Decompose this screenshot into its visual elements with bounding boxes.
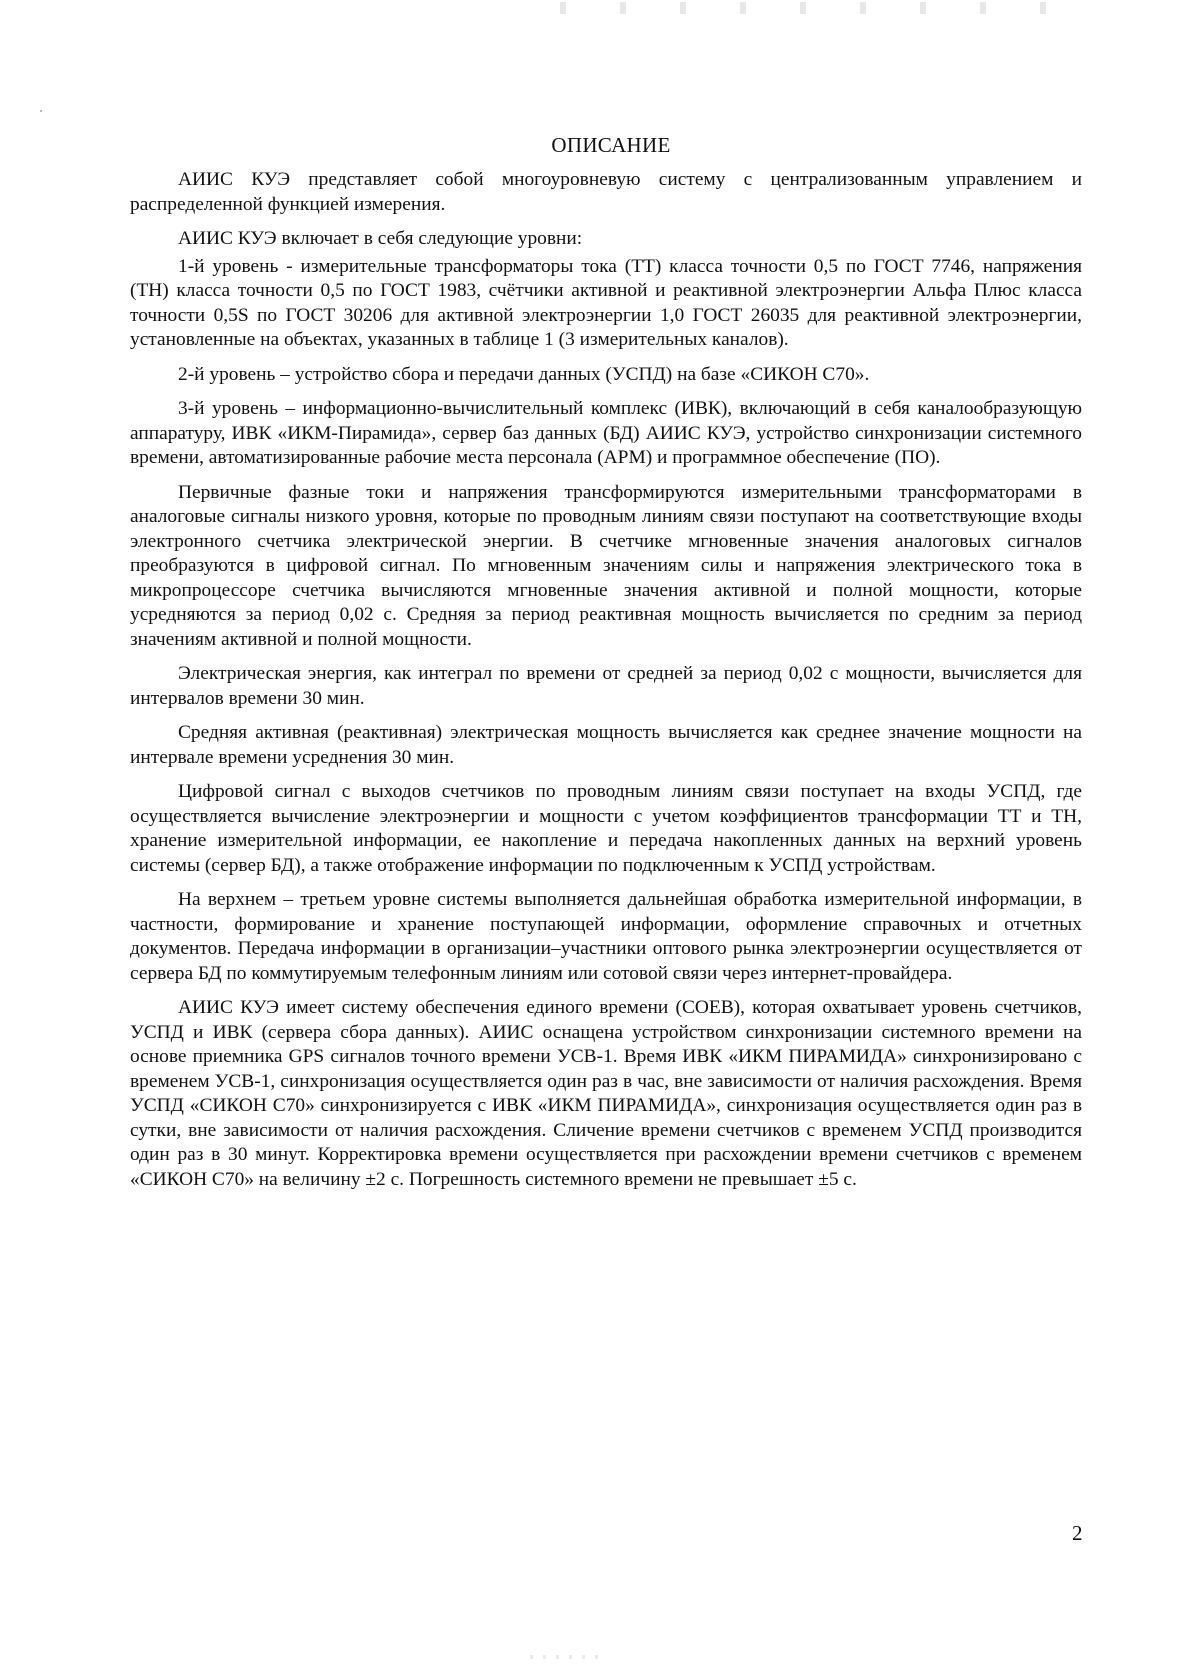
page-number: 2 xyxy=(1072,1521,1083,1545)
scan-artifact-dot xyxy=(40,110,42,112)
document-title: ОПИСАНИЕ xyxy=(551,133,671,157)
paragraph-level-1: 1-й уровень - измерительные трансформаторы тока (ТТ) класса точности 0,5 по ГОСТ 7746, напряжения (ТН) класса точности 0,5 по ГОСТ 1983, счётчики активной и реактивной электроэнергии Альфа Плюс класса точности 0,5S по ГОСТ 30206 для активной электроэнергии 1,0 ГОСТ 26035 для реактивной электроэнергии, установленные на объектах, указанных в таблице 1 (3 измерительных каналов). xyxy=(130,255,1082,350)
paragraph-level-2: 2-й уровень – устройство сбора и передачи данных (УСПД) на базе «СИКОН С70». xyxy=(178,363,870,385)
paragraph-level-3: 3-й уровень – информационно-вычислительный комплекс (ИВК), включающий в себя каналообразующую аппаратуру, ИВК «ИКМ-Пирамида», сервер баз данных (БД) АИИС КУЭ, устройство синхронизации системного времени, автоматизированные рабочие места персонала (АРМ) и программное обеспечение (ПО). xyxy=(130,398,1082,468)
paragraph-energy-calculation: Электрическая энергия, как интеграл по времени от средней за период 0,02 с мощности, вычисляется для интервалов времени 30 мин. xyxy=(130,663,1082,709)
paragraph-digital-signal: Цифровой сигнал с выходов счетчиков по проводным линиям связи поступает на входы УСПД, где осуществляется вычисление электроэнергии и мощности с учетом коэффициентов трансформации ТТ и ТН, хранение измерительной информации, ее накопление и передача накопленных данных на верхний уровень системы (сервер БД), а также отображение информации по подключенным к УСПД устройствам. xyxy=(130,781,1082,876)
paragraph-upper-level: На верхнем – третьем уровне системы выполняется дальнейшая обработка измерительной информации, в частности, формирование и хранение поступающей информации, оформление справочных и отчетных документов. Передача информации в организации–участники оптового рынка электроэнергии осуществляется от сервера БД по коммутируемым телефонным линиям или сотовой связи через интернет-провайдера. xyxy=(130,889,1082,984)
scan-artifact-top xyxy=(520,2,1100,14)
paragraph-average-power: Средняя активная (реактивная) электрическая мощность вычисляется как среднее значение мощности на интервале времени усреднения 30 мин. xyxy=(130,722,1082,768)
paragraph-levels-heading: АИИС КУЭ включает в себя следующие уровни: xyxy=(178,228,583,249)
paragraph-measurement-principle: Первичные фазные токи и напряжения трансформируются измерительными трансформаторами в аналоговые сигналы низкого уровня, которые по проводным линиям связи поступают на соответствующие входы электронного счетчика электрической энергии. В счетчике мгновенные значения аналоговых сигналов преобразуются в цифровой сигнал. По мгновенным значениям силы и напряжения электрического тока в микропроцессоре счетчика вычисляются мгновенные значения активной и полной мощности, которые усредняются за период 0,02 с. Средняя за период реактивная мощность вычисляется по средним за период значениям активной и полной мощности. xyxy=(130,481,1082,650)
paragraph-intro: АИИС КУЭ представляет собой многоуровневую систему с централизованным управлением и распределенной функцией измерения. xyxy=(130,169,1082,215)
scan-artifact-bottom xyxy=(520,1655,600,1659)
paragraph-time-sync: АИИС КУЭ имеет систему обеспечения единого времени (СОЕВ), которая охватывает уровень счетчиков, УСПД и ИВК (сервера сбора данных). АИИС оснащена устройством синхронизации системного времени на основе приемника GPS сигналов точного времени УСВ-1. Время ИВК «ИКМ ПИРАМИДА» синхронизировано с временем УСВ-1, синхронизация осуществляется один раз в час, вне зависимости от наличия расхождения. Время УСПД «СИКОН С70» синхронизируется с ИВК «ИКМ ПИРАМИДА», синхронизация осуществляется один раз в сутки, вне зависимости от наличия расхождения. Сличение времени счетчиков с временем УСПД производится один раз в 30 минут. Корректировка времени осуществляется при расхождении времени счетчиков с временем «СИКОН С70» на величину ±2 с. Погрешность системного времени не превышает ±5 с. xyxy=(130,997,1082,1190)
document-page xyxy=(130,133,1082,1202)
